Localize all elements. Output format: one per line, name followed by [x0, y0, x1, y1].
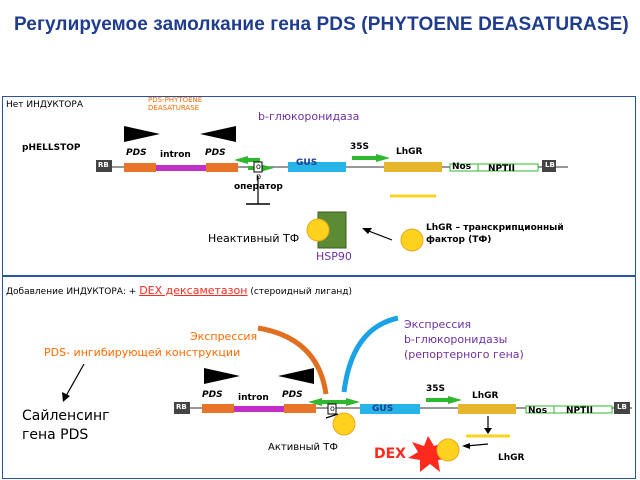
- p2-silencing-1: Сайленсинг: [22, 408, 110, 424]
- p1-lhgr-note: LhGR – транскрипционный фактор (ТФ): [426, 223, 564, 245]
- p1-inactive-tf-label: Неактивный ТФ: [208, 232, 300, 245]
- p2-nos-label: Nos: [528, 406, 548, 416]
- p1-black-arrow-left: [200, 126, 236, 142]
- p1-black-arrow-right: [124, 126, 160, 142]
- p1-operator-label: оператор: [234, 182, 283, 192]
- p2-dex-label: DEX: [374, 446, 406, 462]
- p1-35s-label: 35S: [350, 142, 370, 152]
- p1-header: Нет ИНДУКТОРА: [6, 100, 83, 110]
- p1-tf-ball: [401, 229, 423, 251]
- p1-nptii-label: NPTII: [488, 164, 515, 174]
- p2-active-tf-label: Активный ТФ: [268, 442, 338, 453]
- p1-pds-right-label: PDS: [205, 148, 226, 158]
- p1-green-arrow-1: [234, 156, 248, 164]
- p2-lhgr-label: LhGR: [472, 391, 499, 401]
- p2-header-prefix: Добавление ИНДУКТОРА: +: [6, 287, 140, 297]
- p1-p-letter: p: [256, 172, 262, 181]
- p2-rb-label: RB: [176, 403, 187, 411]
- p1-lhgr-label: LhGR: [396, 147, 423, 157]
- p2-nptii-label: NPTII: [566, 406, 593, 416]
- p1-intron-box: [156, 165, 206, 171]
- p1-lhgr-box: [384, 162, 442, 172]
- p1-pds-note: PDS-PHYTOENE DEASATURASE: [148, 96, 203, 112]
- p1-beta-gluc-label: b-глюкоронидаза: [258, 110, 360, 123]
- p1-hsp90-label: HSP90: [316, 250, 352, 263]
- p2-pds-left-label: PDS: [202, 390, 223, 400]
- p1-lb-label: LB: [545, 161, 555, 169]
- p1-pds-box-left: [124, 163, 156, 172]
- p1-pds-left-label: PDS: [126, 148, 147, 158]
- p2-gus-label: GUS: [372, 404, 394, 414]
- p2-expression-left-1: Экспрессия: [190, 330, 258, 343]
- p2-35s-label: 35S: [426, 384, 446, 394]
- p1-plasmid-label: pHELLSTOP: [22, 143, 81, 153]
- p2-intron-label: intron: [238, 393, 269, 403]
- p2-header-suffix: (стероидный лиганд): [247, 287, 353, 297]
- p2-lhgr-bottom-label: LhGR: [498, 453, 525, 463]
- p1-rb-label: RB: [98, 161, 109, 169]
- p2-header-dex: DEX дексаметазон: [139, 284, 248, 297]
- p2-expression-left-2: PDS- ингибирующей конструкции: [44, 346, 241, 359]
- p1-pds-box-right: [206, 163, 238, 172]
- p1-intron-label: intron: [160, 150, 191, 160]
- p1-nos-label: Nos: [452, 162, 472, 172]
- p1-35s-arrow: [376, 154, 390, 162]
- p2-pds-right-label: PDS: [282, 390, 303, 400]
- page-title: Регулируемое замолкание гена PDS (PHYTOENE DEASATURASE): [14, 14, 629, 35]
- p2-op-letter: o: [330, 404, 335, 413]
- p1-op-letter: o: [256, 162, 261, 171]
- p2-lb-label: LB: [617, 403, 627, 411]
- p1-inactive-tf-ball: [307, 219, 329, 241]
- p1-gus-label: GUS: [296, 158, 318, 168]
- p2-header: [6, 284, 352, 297]
- p2-expression-right-2: b-глюкоронидазы: [404, 333, 508, 346]
- p2-expression-right-1: Экспрессия: [404, 318, 472, 331]
- p2-expression-right-3: (репортерного гена): [404, 348, 524, 361]
- p2-silencing-2: гена PDS: [22, 427, 89, 443]
